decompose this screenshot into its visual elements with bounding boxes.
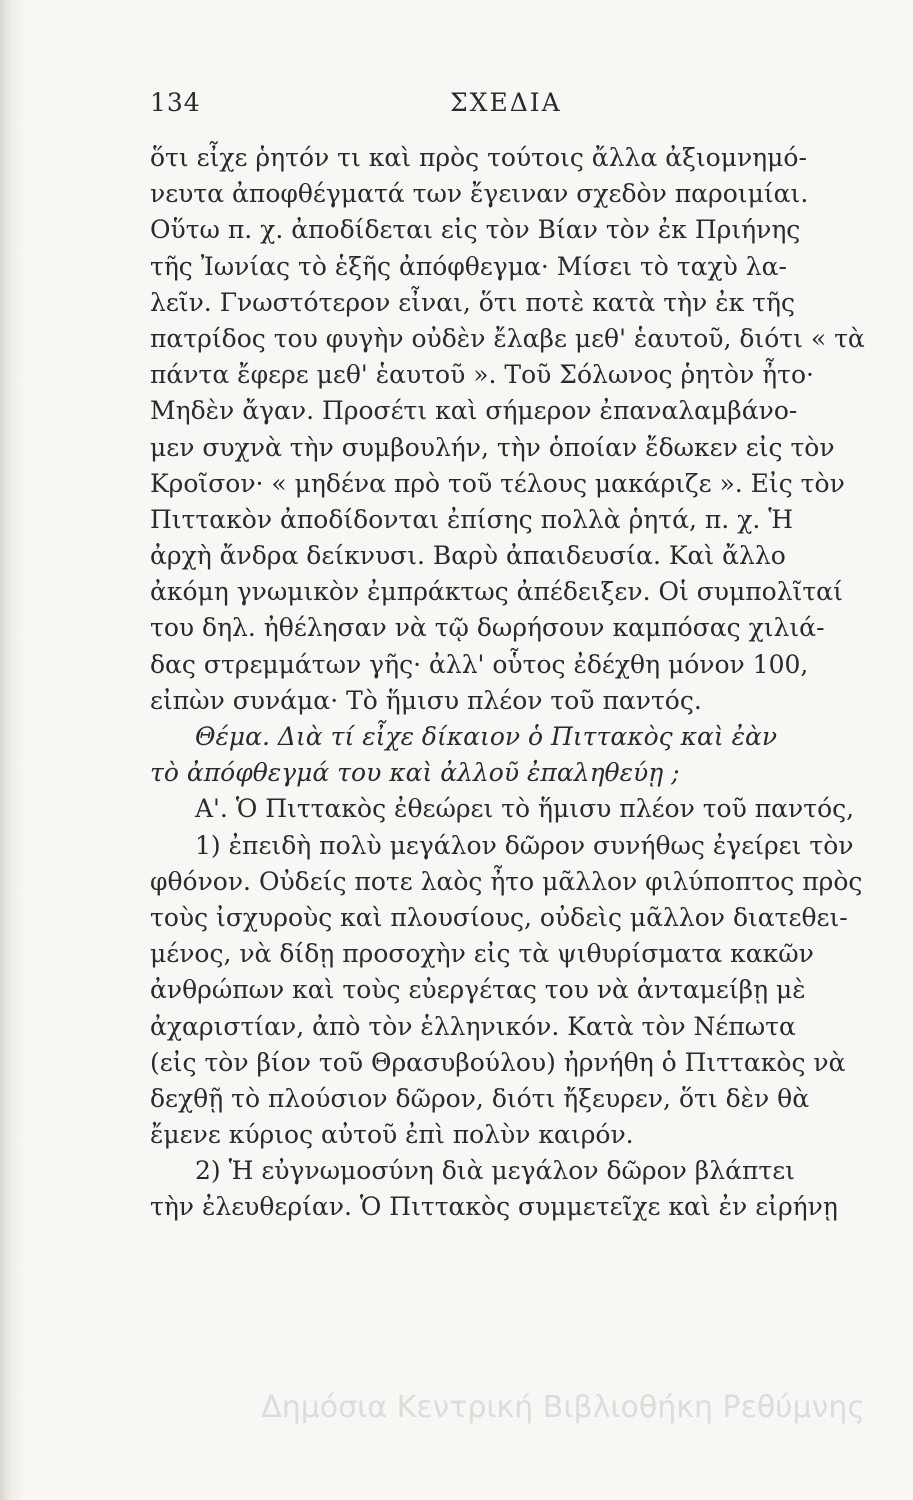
text-line: τοὺς ἰσχυροὺς καὶ πλουσίους, οὐδεὶς μᾶλλον διατεθει- [150,902,848,932]
text-line: ὅτι εἶχε ῥητόν τι καὶ πρὸς τούτοις ἄλλα ἀξιομνημό- [150,143,807,172]
text-line: ἔμενε κύριος αὐτοῦ ἐπὶ πολὺν καιρόν. [150,1120,634,1150]
text-line: Μηδὲν ἄγαν. Προσέτι καὶ σήμερον ἐπαναλαμβάνο- [150,396,798,426]
text-line: ἀνθρώπων καὶ τοὺς εὐεργέτας του νὰ ἀνταμείβῃ μὲ [150,975,806,1005]
text-line: Οὕτω π. χ. ἀποδίδεται εἰς τὸν Βίαν τὸν ἐκ Πριήνης [150,215,801,245]
text-line: εἰπὼν συνάμα· Τὸ ἥμισυ πλέον τοῦ παντός. [150,685,702,715]
text-line: δας στρεμμάτων γῆς· ἀλλ' οὗτος ἐδέχθη μόνον 100, [150,649,809,679]
text-line: ἀχαριστίαν, ἀπὸ τὸν ἑλληνικόν. Κατὰ τὸν Νέπωτα [150,1011,796,1041]
text-line: τὴν ἐλευθερίαν. Ὁ Πιττακὸς συμμετεῖχε καὶ ἐν εἰρήνῃ [150,1192,838,1222]
text-line: πατρίδος του φυγὴν οὐδὲν ἔλαβε μεθ' ἑαυτοῦ, διότι « τὰ [150,323,865,353]
theme-line: τὸ ἀπόφθεγμά του καὶ ἀλλοῦ ἐπαληθεύῃ ; [150,758,680,788]
page-header [150,88,870,128]
text-line: Κροῖσον· « μηδένα πρὸ τοῦ τέλους μακάριζε ». Εἰς τὸν [150,468,845,498]
text-line: νευτα ἀποφθέγματά των ἔγειναν σχεδὸν παροιμίαι. [150,179,809,209]
text-line: μένος, νὰ δίδῃ προσοχὴν εἰς τὰ ψιθυρίσματα κακῶν [150,939,814,969]
text-line: φθόνον. Οὐδείς ποτε λαὸς ἦτο μᾶλλον φιλύποπτος πρὸς [150,866,863,896]
text-line: πάντα ἔφερε μεθ' ἑαυτοῦ ». Τοῦ Σόλωνος ῥητὸν ἦτο· [150,360,814,390]
page-number: 134 [150,88,201,117]
text-line: μεν συχνὰ τὴν συμβουλήν, τὴν ὁποίαν ἔδωκεν εἰς τὸν [150,432,835,462]
library-watermark: Δημόσια Κεντρική Βιβλιοθήκη Ρεθύμνης [261,1390,865,1425]
running-head: ΣΧΕΔΙΑ [450,88,562,117]
text-line: (εἰς τὸν βίον τοῦ Θρασυβούλου) ἠρνήθη ὁ Πιττακὸς νὰ [150,1047,846,1077]
theme-heading: Θέμα. Διὰ τί εἶχε δίκαιον ὁ Πιττακὸς καὶ ἐὰν [195,722,778,751]
point-2-line: 2) Ἡ εὐγνωμοσύνη διὰ μεγάλον δῶρον βλάπτει [195,1156,795,1186]
text-line: λεῖν. Γνωστότερον εἶναι, ὅτι ποτὲ κατὰ τὴν ἐκ τῆς [150,287,795,317]
text-line: Πιττακὸν ἀποδίδονται ἐπίσης πολλὰ ῥητά, π. χ. Ἡ [150,504,794,534]
section-a-line: Α'. Ὁ Πιττακὸς ἐθεώρει τὸ ἥμισυ πλέον τοῦ παντός, [195,794,855,824]
text-line: δεχθῇ τὸ πλούσιον δῶρον, διότι ἤξευρεν, ὅτι δὲν θὰ [150,1083,810,1113]
text-body [150,140,870,1226]
text-line: του δηλ. ἠθέλησαν νὰ τῷ δωρήσουν καμπόσας χιλιά- [150,613,825,643]
text-line: τῆς Ἰωνίας τὸ ἑξῆς ἀπόφθεγμα· Μίσει τὸ ταχὺ λα- [150,251,787,281]
point-1-line: 1) ἐπειδὴ πολὺ μεγάλον δῶρον συνήθως ἐγείρει τὸν [195,830,854,860]
text-line: ἀκόμη γνωμικὸν ἐμπράκτως ἀπέδειξεν. Οἱ συμπολῖταί [150,577,843,607]
text-line: ἀρχὴ ἄνδρα δείκνυσι. Βαρὺ ἀπαιδευσία. Καὶ ἄλλο [150,541,786,571]
